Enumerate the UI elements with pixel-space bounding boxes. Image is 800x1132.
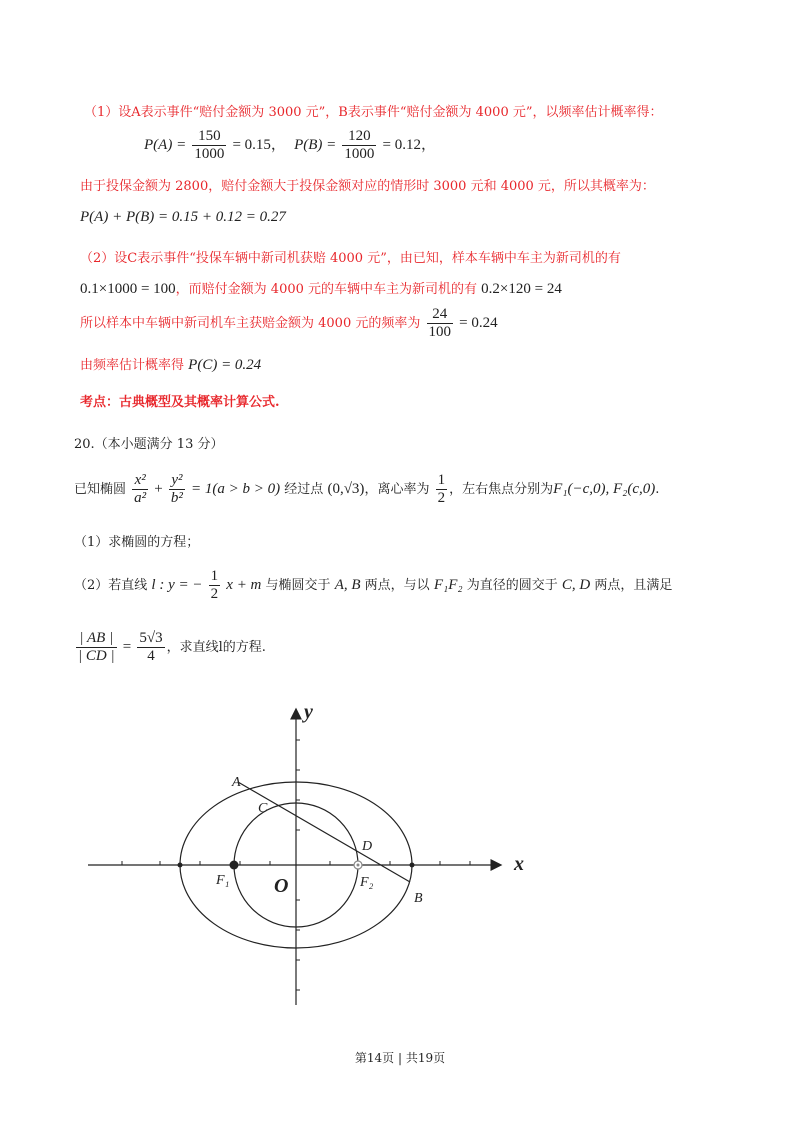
pb-lhs: P(B) = bbox=[294, 137, 337, 153]
calc-new-driver-claims: 0.2×120 = 24 bbox=[481, 281, 562, 297]
point-c-label: C bbox=[258, 801, 268, 816]
ellipse-y-term: $\frac{\text{y²}}{\text{b²}}$ bbox=[170, 472, 183, 506]
pa-fraction: $\frac{150}{1000}$ bbox=[194, 128, 225, 162]
solution-part2-frequency: 所以样本中车辆中新司机车主获赔金额为 4000 元的频率为 $\frac{24}{100}$ = 0.24 bbox=[80, 306, 498, 340]
estimate-pc: P(C) = 0.24 bbox=[188, 357, 262, 373]
pb-fraction: $\frac{120}{1000}$ bbox=[344, 128, 375, 162]
pb-rhs: = 0.12， bbox=[382, 137, 437, 153]
solution-part2-intro: （2）设C表示事件“投保车辆中新司机获赔 4000 元”，由已知，样本车辆中车主为新司机的有 bbox=[80, 251, 621, 266]
origin-label: O bbox=[274, 875, 289, 897]
question-2-condition: $\frac{| AB |}{| CD |}$ = $\frac{5√3}{4}$ ，求直线l的方程. bbox=[78, 630, 266, 664]
ratio-value: $\frac{5√3}{4}$ bbox=[139, 630, 163, 664]
pa-rhs: = 0.15， bbox=[232, 137, 286, 153]
pa-lhs: P(A) = bbox=[144, 137, 187, 153]
point-d-label: D bbox=[362, 839, 373, 854]
axis-x-label: x bbox=[514, 853, 524, 875]
focus-f1-point bbox=[230, 861, 239, 870]
solution-part1-intro: （1）设A表示事件“赔付金额为 3000 元”，B表示事件“赔付金额为 4000 元”，以频率估计概率得： bbox=[84, 105, 663, 120]
point-d-marker bbox=[357, 864, 360, 867]
eccentricity-fraction: $\frac{1}{2}$ bbox=[437, 472, 446, 506]
probability-pa-equation bbox=[144, 128, 436, 163]
solution-part1-result: P(A) + P(B) = 0.15 + 0.12 = 0.27 bbox=[80, 209, 286, 225]
ellipse-condition: = 1(a > b > 0) bbox=[191, 481, 281, 497]
calc-new-drivers: 0.1×1000 = 100 bbox=[80, 281, 176, 297]
line-equation-rhs: x + m bbox=[226, 577, 262, 593]
problem-given: 已知椭圆 $\frac{\text{x²}}{\text{a²}}$ + $\frac{\text{y²}}{\text{b²}}$ = 1(a > b > 0) 经过点 (0,√3)，离心率为 $\frac{1}{2}$ ，左右焦点分别为F₁(−c,0), F₂(c,0). bbox=[74, 472, 660, 506]
focus-f2-label: F₂ bbox=[360, 875, 374, 890]
ellipse-right-vertex-point bbox=[410, 863, 415, 868]
page-number: 第14页 | 共19页 bbox=[354, 1051, 446, 1065]
axis-y-label: y bbox=[304, 701, 313, 723]
point-coordinates: (0,√3) bbox=[327, 481, 365, 497]
solution-part2-calc: 0.1×1000 = 100，而赔付金额为 4000 元的车辆中车主为新司机的有 0.2×120 = 24 bbox=[80, 281, 562, 297]
foci-coordinates: F₁(−c,0), F₂(c,0) bbox=[553, 481, 656, 497]
focus-f1-label: F₁ bbox=[216, 873, 230, 888]
page-footer bbox=[0, 1049, 800, 1066]
frequency-fraction: $\frac{24}{100}$ bbox=[428, 306, 451, 340]
ellipse-x-term: $\frac{\text{x²}}{\text{a²}}$ bbox=[134, 472, 147, 506]
point-b-label: B bbox=[414, 891, 423, 906]
ratio-ab-cd: $\frac{| AB |}{| CD |}$ bbox=[78, 630, 115, 664]
line-slope-fraction: $\frac{1}{2}$ bbox=[210, 568, 219, 602]
ellipse-circle-diagram bbox=[0, 690, 800, 1020]
ellipse-left-vertex-point bbox=[178, 863, 183, 868]
line-l bbox=[238, 782, 410, 882]
line-equation-lhs: l : y = − bbox=[151, 577, 203, 593]
point-a-label: A bbox=[232, 775, 241, 790]
question-2: （2）若直线 l : y = − $\frac{1}{2}$ x + m 与椭圆交于 A, B 两点，与以 F₁F₂ 为直径的圆交于 C, D 两点，且满足 bbox=[74, 568, 673, 602]
problem-header: 20.（本小题满分 13 分） bbox=[74, 437, 224, 452]
solution-key-point: 考点：古典概型及其概率计算公式. bbox=[80, 395, 280, 410]
solution-part1-reason: 由于投保金额为 2800，赔付金额大于投保金额对应的情形时 3000 元和 4000 元，所以其概率为： bbox=[80, 179, 655, 194]
solution-part2-estimate: 由频率估计概率得 P(C) = 0.24 bbox=[80, 357, 262, 373]
question-1: （1）求椭圆的方程； bbox=[74, 535, 200, 550]
